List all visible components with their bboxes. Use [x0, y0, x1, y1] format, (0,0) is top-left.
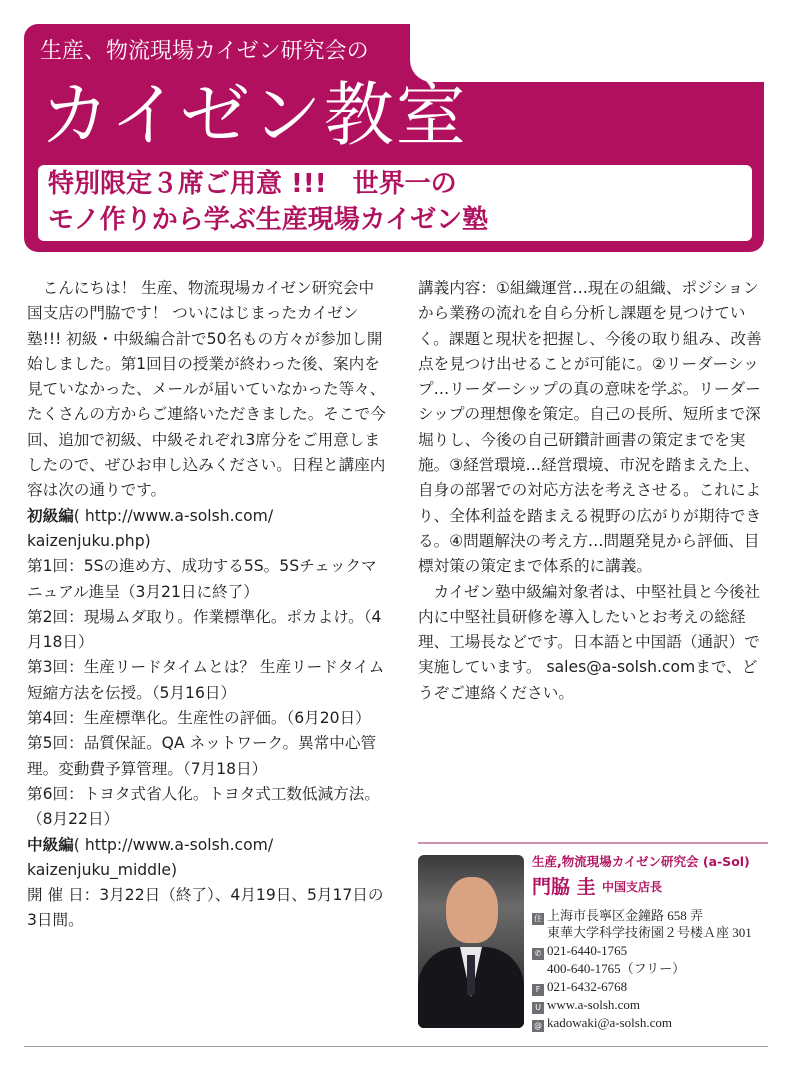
- beginner-url: ( http://www.a-solsh.com/ kaizenjuku.php): [27, 506, 274, 550]
- session-item: 第2回：現場ムダ取り。作業標準化。ポカよけ。（4月18日）: [27, 607, 382, 652]
- subtitle-line-1: 特別限定３席ご用意 !!! 世界一の: [48, 169, 457, 199]
- closing-paragraph: カイゼン塾中級編対象者は、中堅社員と今後社内に中堅社員研修を導入したいとお考えの総経理、工場長などです。日本語と中国語（通訳）で実施しています。 sales@a-solsh.comまで、どうぞご連絡ください。: [418, 582, 761, 702]
- middle-dates: 開 催 日：3月22日（終了）、4月19日、5月17日の3日間。: [27, 886, 384, 930]
- address-icon: 住: [534, 914, 542, 923]
- article-column-right: [418, 276, 770, 706]
- profile-title: 中国支店長: [602, 880, 663, 894]
- session-item: 第6回：トヨタ式省人化。トヨタ式工数低減方法。（8月22日）: [27, 784, 380, 829]
- author-photo: [418, 855, 524, 1028]
- photo-face: [446, 877, 498, 943]
- footer-divider: [24, 1046, 768, 1047]
- header-org-line: 生産、物流現場カイゼン研究会の: [40, 39, 369, 64]
- address-line-1: 上海市長寧区金鐘路 658 弄: [547, 908, 704, 923]
- subtitle-line-2: モノ作りから学ぶ生産現場カイゼン塾: [48, 205, 489, 235]
- session-item: 第5回：品質保証。QA ネットワーク。異常中心管理。変動費予算管理。（7月18日）: [27, 734, 377, 778]
- session-item: 第3回：生産リードタイムとは？ 生産リードタイム短縮方法を伝授。（5月16日）: [27, 658, 385, 702]
- fax-number: 021-6432-6768: [547, 979, 628, 994]
- intro-paragraph: こんにちは！ 生産、物流現場カイゼン研究会中国支店の門脇です！ ついにはじまったカイゼン塾!!! 初級・中級編合計で50名もの方々が参加し開始しました。第1回目の授業が終わった後、案内を見ていなかった、メールが届いていなかった等々、たくさんの方からご連絡いただきました。そこで今回、追加で初級、中級それぞれ3席分をご用意しましたので、ぜひお申し込みください。日程と講座内容は次の通りです。: [27, 279, 386, 500]
- email-link[interactable]: kadowaki@a-solsh.com: [547, 1015, 672, 1030]
- mail-icon: @: [534, 1021, 542, 1030]
- url-icon: U: [532, 1002, 544, 1014]
- phone-2: 400-640-1765（フリー）: [547, 961, 686, 976]
- session-item: 第1回：5Sの進め方、成功する5S。5Sチェックマニュアル進呈（3月21日に終了）: [27, 557, 377, 601]
- middle-url: ( http://www.a-solsh.com/ kaizenjuku_middle): [27, 835, 274, 879]
- email-row: [532, 1014, 672, 1032]
- article-column-left: [27, 276, 389, 934]
- fax-icon: F: [532, 984, 544, 996]
- address-row: [532, 907, 703, 925]
- fax-row: [532, 978, 627, 996]
- phone-row: [532, 942, 627, 960]
- phone-1: 021-6440-1765: [547, 943, 628, 958]
- middle-heading: [27, 833, 389, 884]
- beginner-label: 初級編: [27, 506, 74, 525]
- url-row: [532, 996, 640, 1014]
- address-line-2: 東華大学科学技術園２号楼Ａ座 301: [547, 925, 752, 940]
- profile-name: 門脇 圭: [532, 876, 596, 898]
- profile-divider: [418, 842, 768, 844]
- website-link[interactable]: www.a-solsh.com: [547, 997, 641, 1012]
- session-item: 第4回：生産標準化。生産性の評価。（6月20日）: [27, 709, 371, 728]
- profile-org: 生産,物流現場カイゼン研究会 (a-Sol): [532, 854, 750, 869]
- middle-content: 講義内容：①組織運営…現在の組織、ポジションから業務の流れを自ら分析し課題を見つけていく。課題と現状を把握し、今後の取り組み、改善点を見つけ出せることが可能に。②リーダーシップ…リーダーシップの真の意味を学ぶ。リーダーシップの理想像を策定。自己の長所、短所まで深堀りし、今後の自己研鑽計画書の策定までを実施。③経営環境…経営環境、市況を踏まえた上、自身の部署での対応方法を考えさせる。これにより、全体利益を踏まえる視野の広がりが期待できる。④問題解決の考え方…問題発見から評価、目標対策の策定まで体系的に講義。: [418, 279, 762, 576]
- page-title: カイゼン教室: [40, 74, 468, 156]
- middle-label: 中級編: [27, 835, 74, 854]
- beginner-heading: [27, 504, 389, 555]
- photo-tie: [467, 955, 475, 995]
- phone-icon: ✆: [532, 948, 544, 960]
